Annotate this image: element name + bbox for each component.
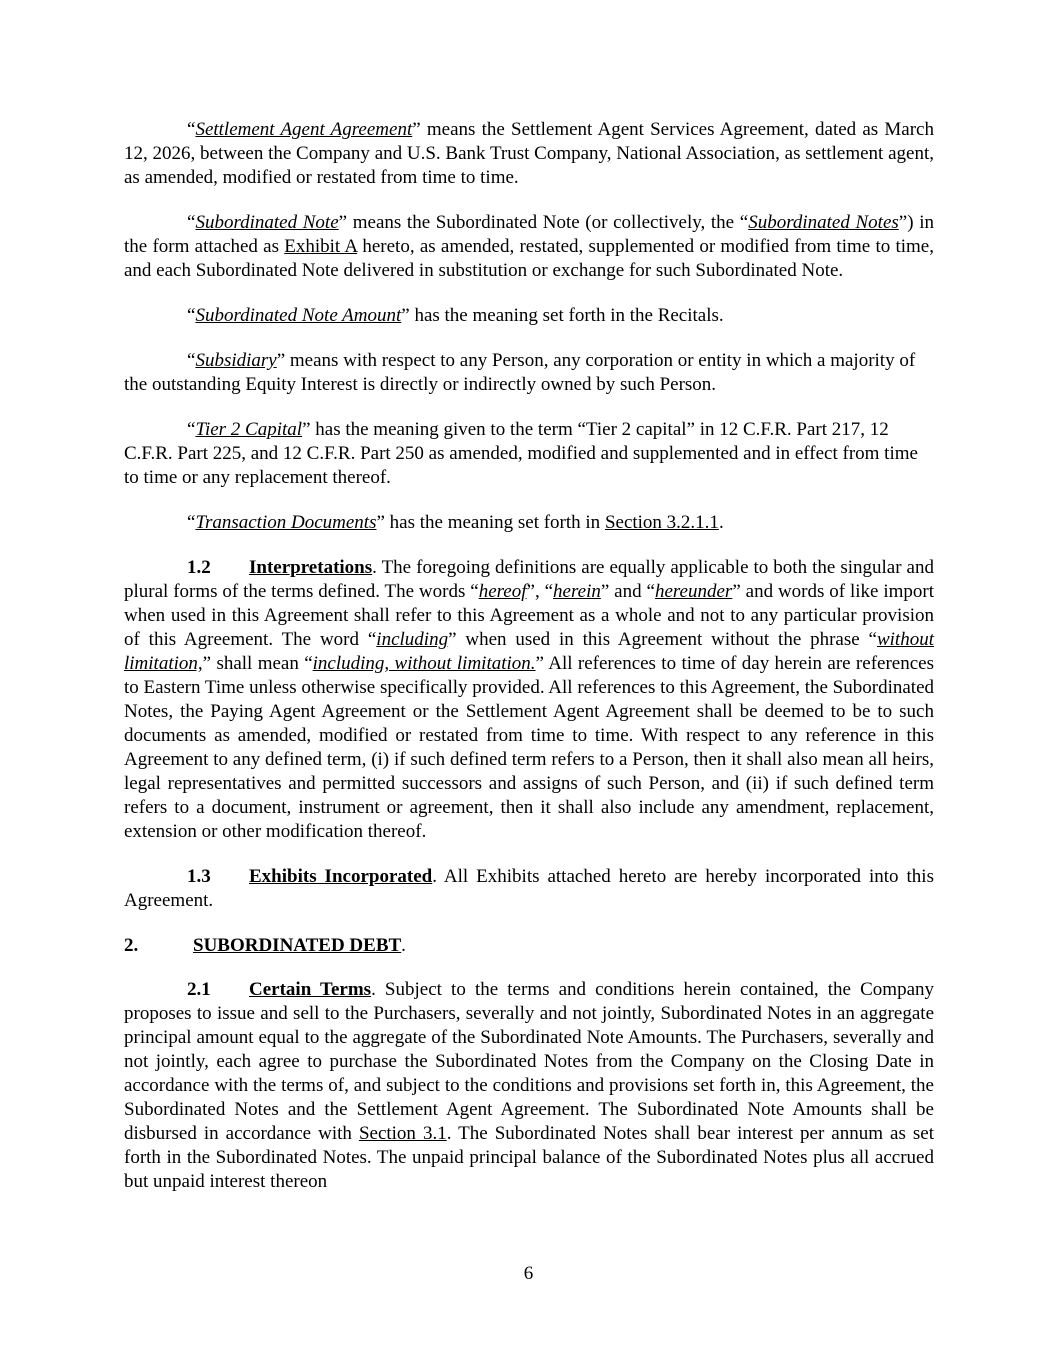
defined-term: Subsidiary bbox=[195, 350, 277, 371]
definition-text: ” has the meaning set forth in bbox=[376, 512, 605, 533]
section-number: 2. bbox=[124, 935, 139, 956]
section-1-2-interpretations bbox=[124, 556, 934, 844]
definition-text: ” has the meaning set forth in the Recitals. bbox=[401, 305, 724, 326]
section-number: 1.2 bbox=[187, 557, 211, 578]
defined-term: Subordinated Note Amount bbox=[195, 305, 402, 326]
section-reference: Section 3.1 bbox=[358, 1123, 447, 1144]
section-reference: Section 3.2.1.1 bbox=[604, 512, 719, 533]
section-text: ” and “ bbox=[600, 581, 655, 602]
section-text: . All Exhibits attached hereto are hereby incorporated into this Agreement. bbox=[124, 866, 934, 911]
definition-text: ” has the meaning given to the term “Tier 2 capital” in 12 C.F.R. Part 217, 12 C.F.R. Part 225, and 12 C.F.R. Part 250 as amended, modified and supplemented and in effect from time to time or any replacement thereof. bbox=[124, 419, 918, 488]
page-number: 6 bbox=[523, 1263, 534, 1284]
quote: “ bbox=[187, 512, 196, 533]
defined-word: herein bbox=[553, 581, 601, 602]
section-text: ” and words of like import when used in this Agreement shall refer to this Agreement as a whole and not to any particular provision of this Agreement. The word “ bbox=[124, 581, 934, 650]
quote: “ bbox=[187, 119, 196, 140]
definition-subordinated-note bbox=[124, 211, 934, 283]
section-heading: Interpretations bbox=[249, 557, 373, 578]
section-2-1-certain-terms bbox=[124, 978, 934, 1194]
quote: “ bbox=[187, 212, 196, 233]
defined-term: Tier 2 Capital bbox=[195, 419, 303, 440]
defined-word: including bbox=[376, 629, 449, 650]
section-heading: Certain Terms bbox=[249, 979, 372, 1000]
section-heading: Exhibits Incorporated bbox=[249, 866, 433, 887]
quote: “ bbox=[187, 350, 196, 371]
defined-word: hereof bbox=[478, 581, 527, 602]
definition-transaction-documents bbox=[124, 511, 934, 535]
defined-word: including, without limitation. bbox=[312, 653, 536, 674]
defined-word: hereunder bbox=[654, 581, 733, 602]
defined-term: Subordinated Note bbox=[195, 212, 339, 233]
section-text: ” when used in this Agreement without the phrase “ bbox=[448, 629, 877, 650]
definition-subordinated-note-amount bbox=[124, 304, 934, 328]
defined-term-plural: Subordinated Notes bbox=[748, 212, 899, 233]
section-text: ” shall mean “ bbox=[202, 653, 313, 674]
definition-settlement-agent-agreement bbox=[124, 118, 934, 190]
section-1-3-exhibits-incorporated bbox=[124, 865, 934, 913]
section-text: ”, “ bbox=[526, 581, 554, 602]
definition-text: hereto, as amended, restated, supplemented or modified from time to time, and each Subordinated Note delivered in substitution or exchange for such Subordinated Note. bbox=[124, 236, 934, 281]
definition-text: ” means with respect to any Person, any corporation or entity in which a majority of the outstanding Equity Interest is directly or indirectly owned by such Person. bbox=[124, 350, 916, 395]
exhibit-reference: Exhibit A bbox=[284, 236, 358, 257]
quote: “ bbox=[187, 305, 196, 326]
period: . bbox=[401, 935, 406, 956]
period: . bbox=[718, 512, 724, 533]
section-text: ” All references to time of day herein are references to Eastern Time unless otherwise specifically provided. All references to this Agreement, the Subordinated Notes, the Paying Agent Agreement or the Settlement Agent Agreement shall be deemed to be to such documents as amended, modified or restated from time to time. With respect to any reference in this Agreement to any defined term, (i) if such defined term refers to a Person, then it shall also mean all heirs, legal representatives and permitted successors and assigns of such Person, and (ii) if such defined term refers to a document, instrument or agreement, then it shall also include any amendment, replacement, extension or other modification thereof. bbox=[124, 653, 934, 842]
section-2-heading bbox=[124, 934, 934, 958]
section-text: . The foregoing definitions are equally applicable to both the singular and plural forms of the terms defined. The words “ bbox=[124, 557, 934, 602]
section-number: 2.1 bbox=[187, 979, 211, 1000]
definition-subsidiary bbox=[124, 349, 934, 397]
section-heading: SUBORDINATED DEBT bbox=[193, 935, 402, 956]
defined-word: without limitation, bbox=[124, 629, 934, 674]
section-text: . The Subordinated Notes shall bear interest per annum as set forth in the Subordinated Notes. The unpaid principal balance of the Subordinated Notes plus all accrued but unpaid interest thereon bbox=[124, 1123, 935, 1192]
definition-tier-2-capital bbox=[124, 418, 934, 490]
section-number: 1.3 bbox=[187, 866, 211, 887]
section-text: . Subject to the terms and conditions herein contained, the Company proposes to issue and sell to the Purchasers, severally and not jointly, Subordinated Notes in an aggregate principal amount equal to the aggregate of the Subordinated Note Amounts. The Purchasers, severally and not jointly, each agree to purchase the Subordinated Notes from the Company on the Closing Date in accordance with the terms of, and subject to the conditions and provisions set forth in, this Agreement, the Subordinated Notes and the Settlement Agent Agreement. The Subordinated Note Amounts shall be disbursed in accordance with bbox=[124, 979, 934, 1144]
definition-text: ”) in the form attached as bbox=[124, 212, 934, 257]
definition-text: ” means the Settlement Agent Services Agreement, dated as March 12, 2026, between the Company and U.S. Bank Trust Company, National Association, as settlement agent, as amended, modified or restated from time to time. bbox=[124, 119, 934, 188]
defined-term: Settlement Agent Agreement bbox=[195, 119, 413, 140]
defined-term: Transaction Documents bbox=[195, 512, 377, 533]
quote: “ bbox=[187, 419, 196, 440]
definition-text: ” means the Subordinated Note (or collectively, the “ bbox=[338, 212, 749, 233]
page-body bbox=[124, 118, 934, 1194]
